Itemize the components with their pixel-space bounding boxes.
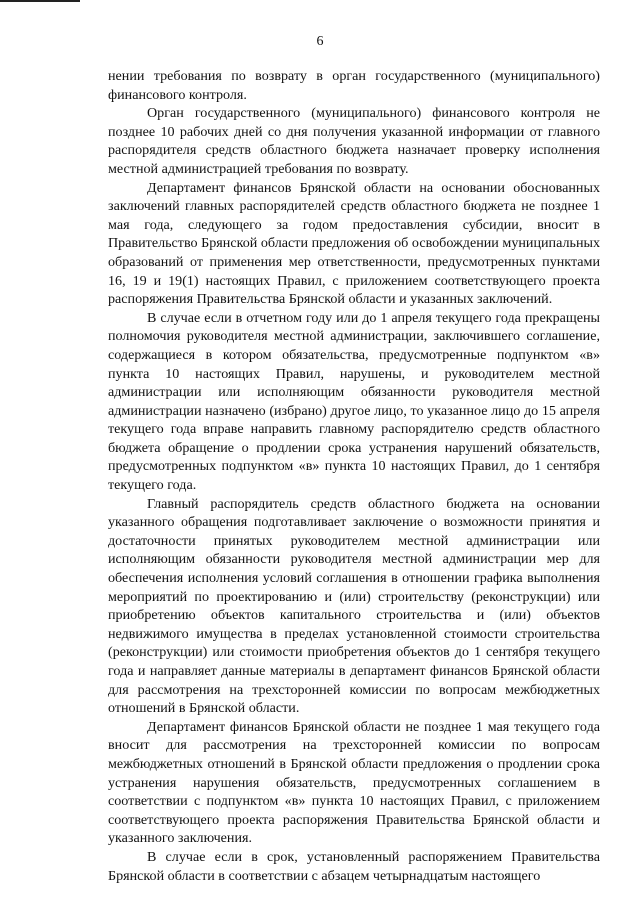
paragraph: Главный распорядитель средств областного бюджета на основании указанного обращения подготавливает заключение о возможности принятия и достаточности принятых руководителем местной администрации или исполняющим обязанности руководителя местной администрации мер для обеспечения исполнения условий соглашения в отношении графика выполнения мероприятий по проектированию и (или) строительству (реконструкции) или приобретению объектов капитального строительства и (или) объектов недвижимого имущества в пределах установленной стоимости строительства (реконструкции) или стоимости приобретения объектов до 1 сентября текущего года и направляет данные материалы в департамент финансов Брянской области для рассмотрения на трехсторонней комиссии по вопросам межбюджетных отношений в Брянской области.	[108, 495, 600, 717]
paragraph: Департамент финансов Брянской области не позднее 1 мая текущего года вносит для рассмотрения на трехсторонней комиссии по вопросам межбюджетных отношений в Брянской области предложения о продлении срока устранения нарушения обязательств, предусмотренных соглашением в соответствии с подпунктом «в» пункта 10 настоящих Правил, с приложением соответствующего проекта распоряжения Правительства Брянской области и указанного заключения.	[108, 718, 600, 847]
paragraph: Орган государственного (муниципального) финансового контроля не позднее 10 рабочих дней со дня получения указанной информации от главного распорядителя средств областного бюджета назначает проверку исполнения местной администрацией требования по возврату.	[108, 105, 600, 177]
paragraph: В случае если в отчетном году или до 1 апреля текущего года прекращены полномочия руководителя местной администрации, заключившего соглашение, содержащиеся в котором обязательства, предусмотренные подпунктом «в» пункта 10 настоящих Правил, нарушены, и руководителем местной администрации или исполняющим обязанности руководителя местной администрации назначено (избрано) другое лицо, то указанное лицо до 15 апреля текущего года вправе направить главному распорядителю средств областного бюджета обращение о продлении срока устранения нарушений обязательств, предусмотренных подпунктом «в» пункта 10 настоящих Правил, до 1 сентября текущего года.	[108, 309, 600, 494]
paragraph: Департамент финансов Брянской области на основании обоснованных заключений главных распорядителей средств областного бюджета не позднее 1 мая года, следующего за годом предоставления субсидии, вносит в Правительство Брянской области предложения об освобождении муниципальных образований от применения мер ответственности, предусмотренных пунктами 16, 19 и 19(1) настоящих Правил, с приложением соответствующего проекта распоряжения Правительства Брянской области и указанных заключений.	[108, 179, 600, 308]
document-body	[108, 67, 600, 885]
paragraph: В случае если в срок, установленный распоряжением Правительства Брянской области в соответствии с абзацем четырнадцатым настоящего	[108, 848, 600, 884]
top-rule	[0, 0, 80, 2]
page-number: 6	[316, 34, 324, 49]
paragraph-continuation: нении требования по возврату в орган государственного (муниципального) финансового контроля.	[108, 68, 600, 103]
